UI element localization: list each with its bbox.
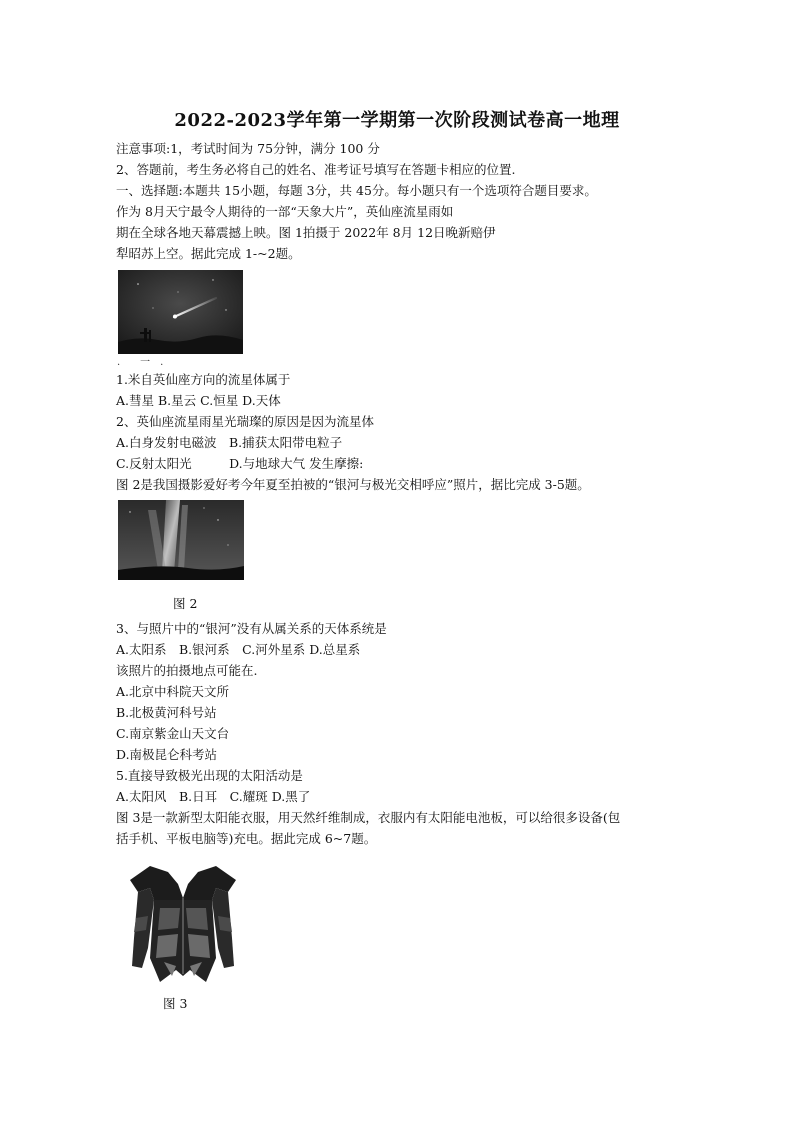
- q2-stem: 2、英仙座流星雨星光瑞璨的原因是因为流星体: [116, 414, 374, 429]
- intro3-line-2: 括手机、平板电脑等)充电。据此完成 6~7题。: [116, 831, 377, 846]
- intro3-line-1: 图 3是一款新型太阳能衣服，用天然纤维制成，衣服内有太阳能电池板，可以给很多设备(包: [116, 810, 621, 825]
- q1-options: A.彗星 B.星云 C.恒星 D.天体: [116, 393, 281, 408]
- q5-stem: 5.直接导致极光出现的太阳活动是: [116, 768, 303, 783]
- figure-1-meteor-photo: [118, 270, 243, 354]
- figure-2-caption: 图 2: [173, 596, 198, 611]
- q3-options: A.太阳系 B.银河系 C.河外星系 D.总星系: [116, 642, 361, 657]
- figure-1-caption-mark: . 一 .: [117, 357, 164, 368]
- intro1-line-1: 作为 8月天宁最令人期待的一部“天象大片”，英仙座流星雨如: [116, 204, 454, 219]
- section-heading: 一、选择题:本题共 15小题，每题 3分，共 45分。每小题只有一个选项符合题目要求。: [116, 183, 597, 198]
- q2-options-row-2: C.反射太阳光 D.与地球大气 发生摩擦:: [116, 456, 364, 471]
- q4-option-c: C.南京紫金山天文台: [116, 726, 230, 741]
- figure-3-caption: 图 3: [163, 996, 188, 1011]
- intro1-line-2: 期在全球各地天幕震撼上映。图 1拍摄于 2022年 8月 12日晚新赔伊: [116, 225, 496, 240]
- figure-2-milky-way-photo: [118, 500, 244, 580]
- q4-stem: 该照片的拍摄地点可能在.: [116, 663, 258, 678]
- exam-title: 2022-2023学年第一学期第一次阶段测试卷高一地理: [174, 110, 620, 131]
- intro2: 图 2是我国摄影爱好考今年夏至拍被的“银河与极光交相呼应”照片，据比完成 3-5题。: [116, 477, 590, 492]
- q5-options: A.太阳风 B.日耳 C.耀斑 D.黑了: [116, 789, 311, 804]
- q4-option-d: D.南极昆仑科考站: [116, 747, 218, 762]
- q4-option-a: A.北京中科院天文所: [116, 684, 230, 699]
- q3-stem: 3、与照片中的“银河”没有从属关系的天体系统是: [116, 621, 387, 636]
- notes-line-2: 2、答题前，考生务必将自己的姓名、准考证号填写在答题卡相应的位置.: [116, 162, 516, 177]
- q4-option-b: B.北极黄河科号站: [116, 705, 217, 720]
- notes-line-1: 注意事项:1，考试时间为 75分钟，满分 100 分: [116, 141, 380, 156]
- q1-stem: 1.米自英仙座方向的流星体属于: [116, 372, 291, 387]
- q2-options-row-1: A.白身发射电磁波 B.捕获太阳带电粒子: [116, 435, 343, 450]
- intro1-line-3: 犁昭苏上空。据此完成 1-~2题。: [116, 246, 301, 261]
- figure-3-solar-jacket-photo: [120, 858, 246, 986]
